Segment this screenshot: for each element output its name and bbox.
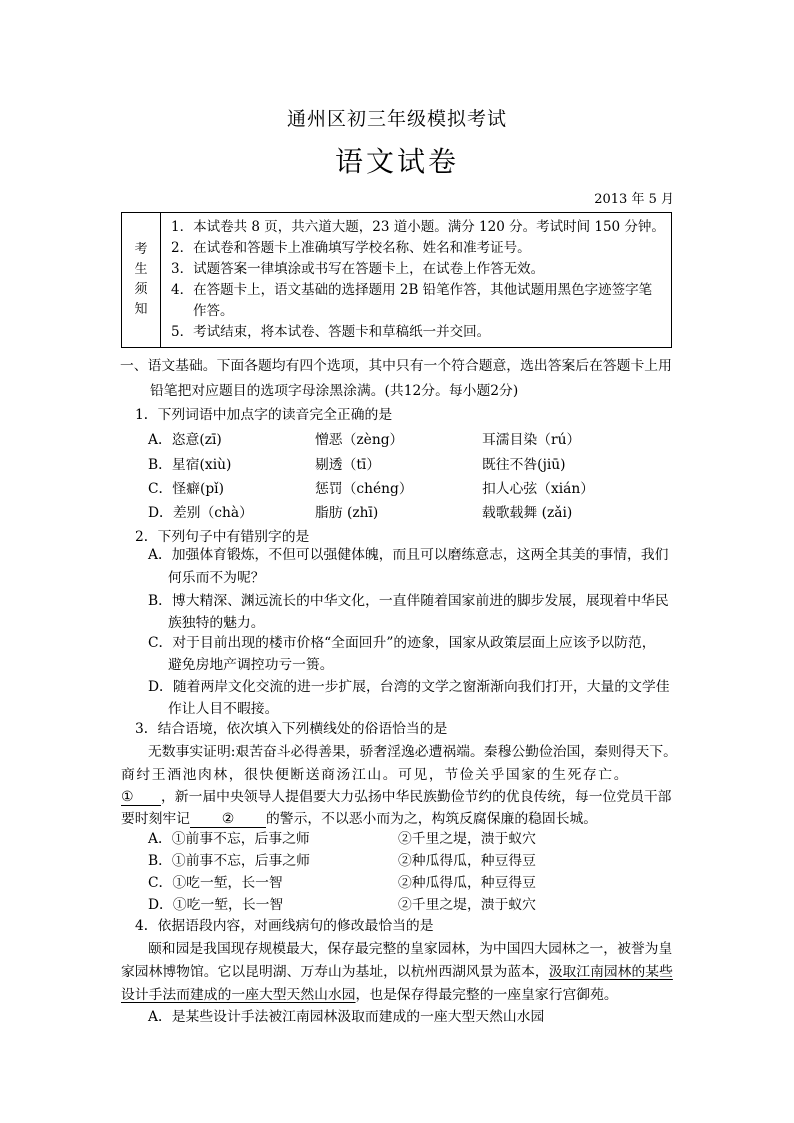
option-cell: 剔透（tī） [315,457,381,473]
notice-item: 4．在答题卡上，语文基础的选择题用 2B 铅笔作答，其他试题用黑色字迹签字笔 [171,282,653,298]
exam-title: 通州区初三年级模拟考试 [286,108,507,130]
question-2-option-d-cont: 作让人目不暇接。 [168,701,279,717]
notice-item: 3．试题答案一律填涂或书写在答题卡上，在试卷上作答无效。 [171,261,545,277]
option-cell: 扣人心弦（xián） [482,481,595,497]
option-cell: 憎恶（zèng） [315,432,404,448]
question-2-option-b-cont: 族独特的魅力。 [168,615,265,631]
question-3-stem: 3．结合语境，依次填入下列横线处的俗语恰当的是 [135,721,448,737]
underlined-sentence: 汲取江南园林的某些 [548,964,673,980]
notice-side-char: 考 [134,242,148,257]
question-2-option-a-cont: 何乐而不为呢？ [168,570,265,586]
question-3-passage: 商纣王酒池肉林，很快便断送商汤江山。可见，节俭关乎国家的生死存亡。 [121,767,630,783]
subject-title: 语文试卷 [334,145,459,178]
question-2-option-d: D．随着两岸文化交流的进一步扩展，台湾的文学之窗渐渐向我们打开，大量的文学佳 [148,679,670,695]
option-cell: 既往不咎(jiū) [482,457,566,473]
option-cell: ②千里之堤，溃于蚁穴 [398,897,536,913]
question-4-option-a: A．是某些设计手法被江南园林汲取而建成的一座大型天然山水园 [148,1009,545,1025]
notice-side-char: 生 [134,262,148,277]
question-4-passage: 颐和园是我国现存规模最大，保存最完整的皇家园林，为中国四大园林之一，被誉为皇 [148,941,673,957]
exam-date: 2013 年 5 月 [594,192,674,207]
option-cell: 耳濡目染（rú） [482,432,581,448]
question-4-stem: 4．依据语段内容，对画线病句的修改最恰当的是 [135,918,434,934]
notice-item: 1．本试卷共 8 页，共六道大题，23 道小题。满分 120 分。考试时间 150 分钟。 [171,219,665,235]
notice-items [161,213,672,348]
passage-text: ，也是保存得最完整的一座皇家行宫御苑。 [355,987,618,1003]
question-4-passage [121,962,673,982]
underlined-sentence: 设计手法而建成的一座大型天然山水园 [121,987,356,1003]
exam-notice-table [121,212,672,348]
notice-item: 5．考试结束，将本试卷、答题卡和草稿纸一并交回。 [171,324,491,340]
option-cell: 惩罚（chéng） [315,481,413,497]
question-3-passage [121,787,671,807]
option-cell: A．①前事不忘，后事之师 [148,831,310,847]
question-2-option-c-cont: 避免房地产调控功亏一篑。 [168,657,334,673]
option-cell: C．①吃一堑，长一智 [148,875,283,891]
section-heading-cont: 铅笔把对应题目的选项字母涂黑涂满。(共12分。每小题2分) [150,383,519,399]
option-cell: C．怪癖(pǐ) [148,481,224,497]
notice-side-label [122,213,161,348]
notice-item-continuation: 作答。 [193,303,234,319]
section-heading: 一、语文基础。下面各题均有四个选项，其中只有一个符合题意，选出答案后在答题卡上用 [120,358,672,374]
option-cell: ②种瓜得瓜，种豆得豆 [398,853,536,869]
notice-item: 2．在试卷和答题卡上准确填写学校名称、姓名和准考证号。 [171,240,531,256]
question-2-stem: 2．下列句子中有错别字的是 [135,529,310,545]
blank-2: ② [190,811,266,828]
passage-text: 的警示，不以恶小而为之，构筑反腐保廉的稳固长城。 [265,811,598,827]
question-4-passage [121,985,618,1005]
notice-side-char: 知 [134,302,148,317]
option-cell: D．差别（chà） [148,505,253,521]
blank-1: ① [121,789,161,806]
option-cell: 脂肪 (zhī) [315,505,379,521]
passage-text: 家园林博物馆。它以昆明湖、万寿山为基址，以杭州西湖风景为蓝本， [121,964,549,980]
option-cell: 载歌载舞 (zǎi) [482,505,573,521]
option-cell: ②千里之堤，溃于蚁穴 [398,831,536,847]
question-2-option-b: B．博大精深、渊远流长的中华文化，一直伴随着国家前进的脚步发展，展现着中华民 [148,593,669,609]
option-cell: D．①吃一堑，长一智 [148,897,284,913]
passage-text: 要时刻牢记 [121,811,190,827]
passage-text: ，新一届中央领导人提倡要大力弘扬中华民族勤俭节约的优良传统，每一位党员干部 [161,789,672,805]
question-2-option-c: C．对于目前出现的楼市价格“全面回升”的迹象，国家从政策层面上应该予以防范， [148,635,656,651]
option-cell: A．恣意(zī) [148,432,222,448]
option-cell: B．①前事不忘，后事之师 [148,853,310,869]
option-cell: ②种瓜得瓜，种豆得豆 [398,875,536,891]
notice-side-char: 须 [134,282,148,297]
question-3-passage: 无数事实证明:艰苦奋斗必得善果，骄奢淫逸必遭祸端。秦穆公勤俭治国，秦则得天下。 [148,744,677,760]
option-cell: B．星宿(xiù) [148,457,232,473]
question-1-stem: 1．下列词语中加点字的读音完全正确的是 [135,407,393,423]
question-2-option-a: A．加强体育锻炼，不但可以强健体魄，而且可以磨练意志，这两全其美的事情，我们 [148,547,669,563]
question-3-passage [121,809,597,829]
